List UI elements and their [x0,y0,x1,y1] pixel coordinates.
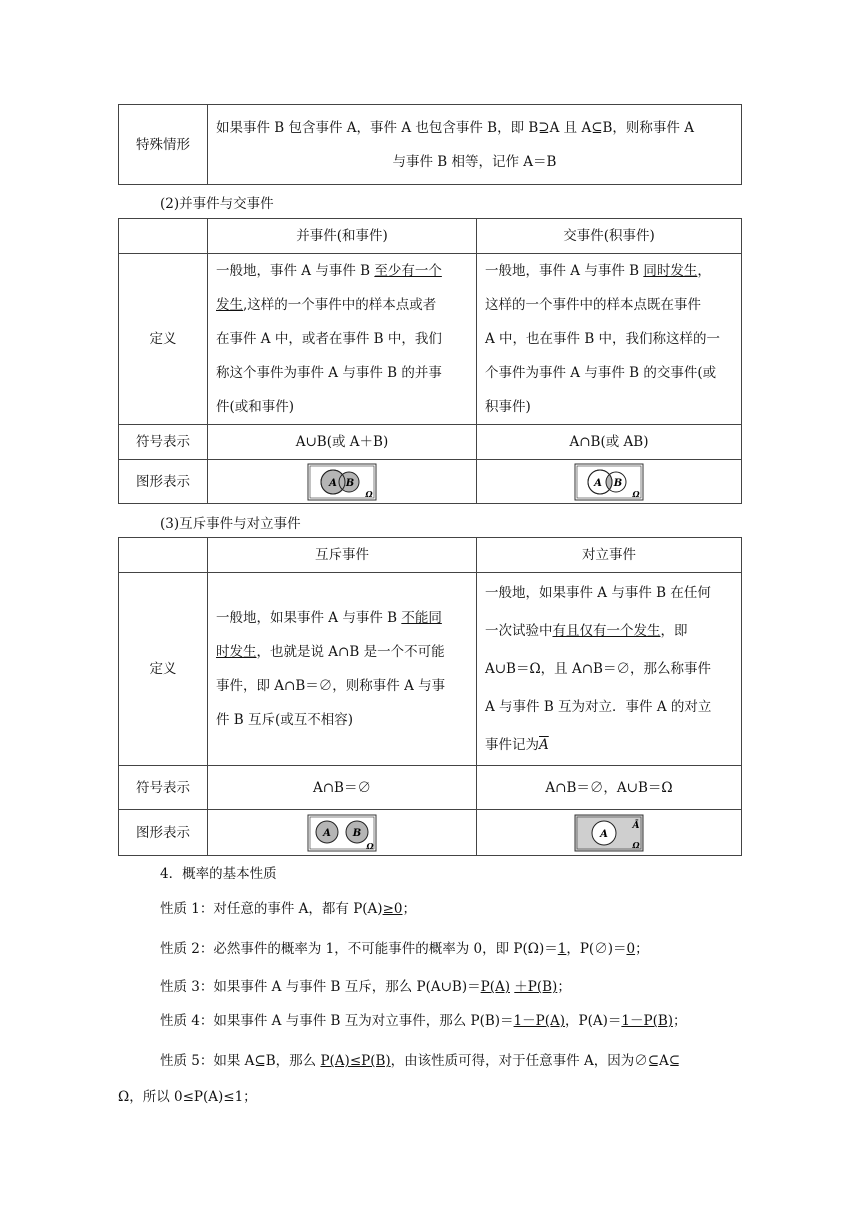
underlined-text: P(A)≤P(B) [320,1053,391,1069]
text-line: 在事件 A 中，或者在事件 B 中，我们 [216,331,442,347]
venn-label-a: A [594,477,602,489]
text: ，即 [660,623,688,639]
text: ； [402,901,416,917]
text-line: A 与事件 B 互为对立．事件 A 的对立 [485,699,712,715]
text: 性质 2：必然事件的概率为 1，不可能事件的概率为 0，即 P(Ω)＝ [160,941,558,957]
row-label-figure: 图形表示 [119,810,208,856]
venn-label-omega: Ω [365,488,373,499]
venn-label-b: B [345,477,355,489]
intersection-venn-diagram [574,463,644,501]
venn-label-omega: Ω [632,839,640,850]
opposite-venn-diagram [574,814,644,852]
text: 事件记为 [485,737,539,753]
venn-label-a: A [329,477,337,489]
underlined-text: 时发生 [216,644,257,660]
opposite-definition [477,573,742,766]
union-intersection-table [118,218,742,504]
underlined-text: 不能同 [401,610,442,626]
col-exclusive: 互斥事件 [208,538,477,573]
venn-label-abar: Ā [632,820,640,831]
underlined-text: ≥0 [382,901,403,917]
text-line: A∪B＝Ω，且 A∩B＝∅，那么称事件 [485,661,711,677]
union-symbol: A∪B(或 A＋B) [208,425,477,460]
text: 性质 4：如果事件 A 与事件 B 互为对立事件，那么 P(B)＝ [160,1013,514,1029]
text-line: 件(或和事件) [216,399,295,415]
underlined-text: 1 [557,941,567,957]
underlined-text: P(A) [480,979,510,995]
venn-label-b: B [352,827,362,839]
text: 性质 3：如果事件 A 与事件 B 互斥，那么 P(A∪B)＝ [160,979,481,995]
union-venn-cell [208,460,477,504]
text: ，P(∅)＝ [566,941,627,957]
intersection-definition [477,254,742,425]
col-union: 并事件(和事件) [208,219,477,254]
exclusive-opposite-table [118,537,742,856]
text: 一般地，如果事件 A 与事件 B [216,610,402,626]
venn-label-omega: Ω [366,840,374,851]
text: 性质 1：对任意的事件 A，都有 P(A) [160,901,383,917]
text-line: 与事件 B 相等，记作 A＝B [392,153,557,170]
equal-events-text [208,105,742,185]
text-line: 这样的一个事件中的样本点既在事件 [485,297,701,313]
row-label-symbol: 符号表示 [119,425,208,460]
venn-label-omega: Ω [632,488,640,499]
text: 一般地，事件 A 与事件 B [485,263,644,279]
venn-label-a: A [323,827,331,839]
text-line: A 中，也在事件 B 中，我们称这样的一 [485,331,721,347]
row-label-special: 特殊情形 [119,105,208,185]
text-line: 事件，即 A∩B＝∅，则称事件 A 与事 [216,678,446,694]
exclusive-venn-cell [208,810,477,856]
union-definition [208,254,477,425]
underlined-text: 发生 [216,297,243,313]
text: ，也就是说 A∩B 是一个不可能 [256,644,445,660]
underlined-text: 同时发生 [643,263,698,279]
property-2 [160,939,649,959]
text: 性质 5：如果 A⊆B，那么 [160,1053,321,1069]
text-line: 个事件为事件 A 与事件 B 的交事件(或 [485,365,717,381]
text: ,这样的一个事件中的样本点或者 [243,297,437,313]
exclusive-definition [208,573,477,766]
property-5-continued: Ω，所以 0≤P(A)≤1； [118,1089,257,1105]
underlined-text: 1－P(B) [621,1013,674,1029]
text-line: 称这个事件为事件 A 与事件 B 的并事 [216,365,442,381]
intersection-symbol: A∩B(或 AB) [477,425,742,460]
text: ； [557,979,571,995]
underlined-text: 1－P(A) [513,1013,566,1029]
venn-label-b: B [613,477,623,489]
empty-header [119,219,208,254]
empty-header [119,538,208,573]
col-intersection: 交事件(积事件) [477,219,742,254]
underlined-text: 0 [626,941,636,957]
union-venn-diagram [307,463,377,501]
exclusive-symbol: A∩B＝∅ [208,766,477,810]
equal-events-table [118,104,742,185]
text: ， [697,263,711,279]
text: ； [635,941,649,957]
text-line: 如果事件 B 包含事件 A，事件 A 也包含事件 B，即 B⊇A 且 A⊆B，则称事件 A [216,119,694,136]
row-label-figure: 图形表示 [119,460,208,504]
row-label-definition: 定义 [119,254,208,425]
venn-label-a: A [600,828,608,840]
text: 一次试验中 [485,623,553,639]
text: ，P(A)＝ [565,1013,622,1029]
row-label-definition: 定义 [119,573,208,766]
exclusive-venn-diagram [307,814,377,852]
opposite-venn-cell [477,810,742,856]
a-complement-symbol: $\overline{A}$ [539,737,549,753]
section4-heading: 4．概率的基本性质 [160,866,277,882]
text: 一般地，事件 A 与事件 B [216,263,375,279]
section2-heading: (2)并事件与交事件 [160,196,274,212]
property-5 [160,1051,680,1071]
property-1 [160,899,416,919]
opposite-symbol: A∩B＝∅，A∪B＝Ω [477,766,742,810]
section3-heading: (3)互斥事件与对立事件 [160,516,301,532]
col-opposite: 对立事件 [477,538,742,573]
intersection-venn-cell [477,460,742,504]
underlined-text: 至少有一个 [374,263,442,279]
text-line: 积事件) [485,399,531,415]
text-line: 一般地，如果事件 A 与事件 B 在任何 [485,585,711,601]
text: ，由该性质可得，对于任意事件 A，因为∅⊆A⊆ [390,1053,681,1069]
underlined-text: 有且仅有一个发生 [552,623,661,639]
text: ； [673,1013,687,1029]
property-3 [160,977,571,997]
underlined-text: ＋P(B) [514,979,558,995]
text-line: 件 B 互斥(或互不相容) [216,712,354,728]
row-label-symbol: 符号表示 [119,766,208,810]
property-4 [160,1011,687,1031]
